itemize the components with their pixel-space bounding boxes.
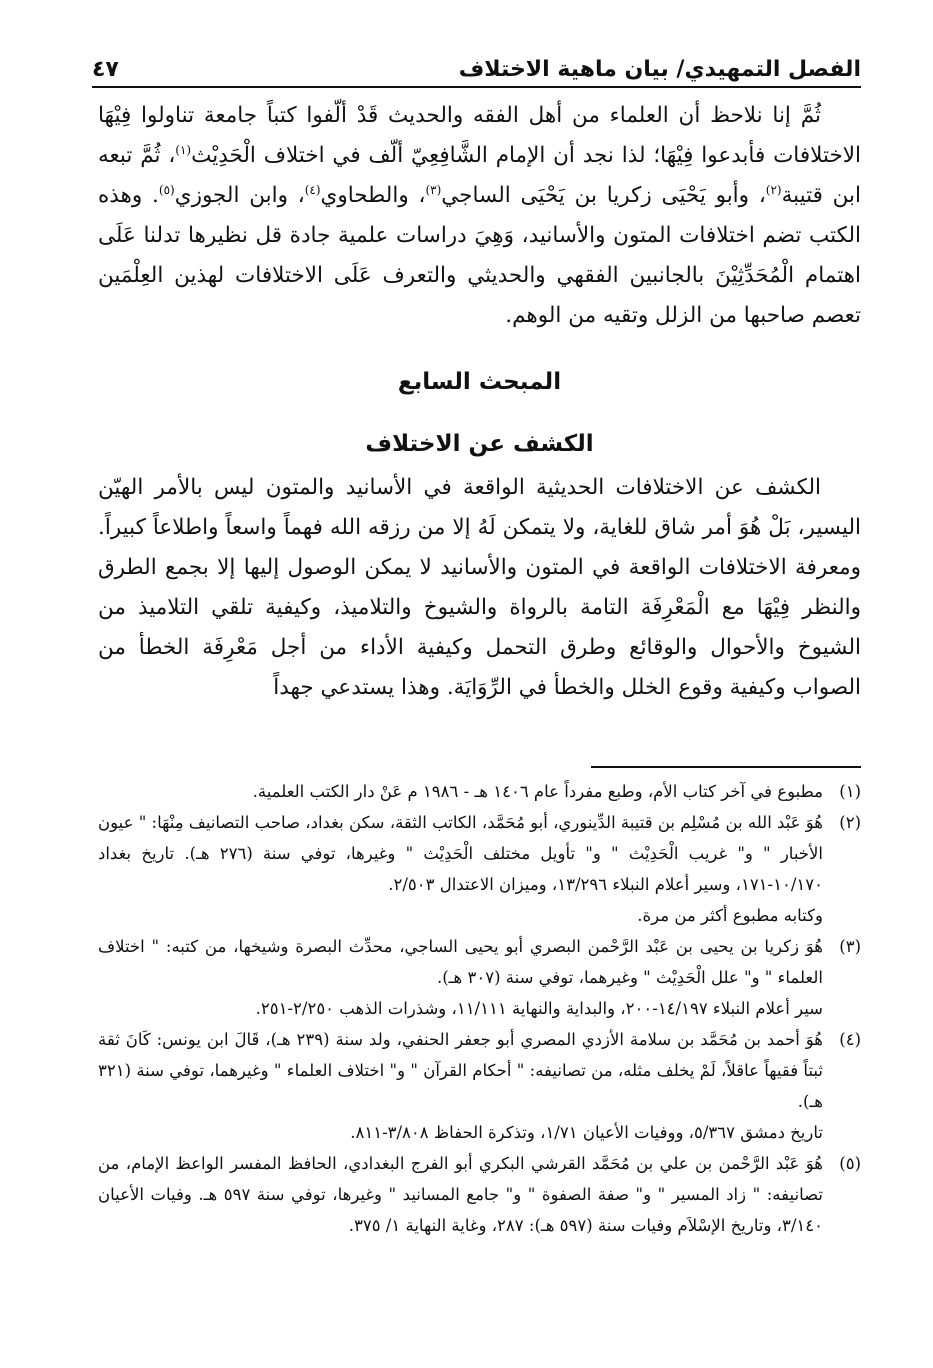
- footnote-ref-1[interactable]: (١): [175, 142, 192, 157]
- footnote-5: [98, 1148, 861, 1241]
- footnote-number: (٥): [839, 1154, 861, 1173]
- footnote-number: (٢): [839, 813, 861, 832]
- footnote-extra: وكتابه مطبوع أكثر من مرة.: [637, 906, 823, 925]
- main-text: [98, 96, 861, 708]
- section-heading: المبحث السابع: [397, 369, 562, 395]
- footnote-4: [98, 1024, 861, 1148]
- footnote-ref-2[interactable]: (٢): [765, 182, 782, 197]
- footnote-text: هُوَ عَبْد الرَّحْمن بن علي بن مُحَمَّد القرشي البكري أبو الفرج البغدادي، الحافظ المفسر الواعظ الإمام، من تصانيفه: " زاد المسير " و" صفة الصفوة " و" جامع المسانيد " وغيرها، توفي سنة ٥٩٧ هـ. وفيات الأعيان ٣/١٤٠، وتاريخ الإسْلاَم وفيات سنة (٥٩٧ هـ): ٢٨٧، وغاية النهاية ١/ ٣٧٥.: [98, 1154, 823, 1235]
- page-number: ٤٧: [92, 57, 119, 82]
- footnote-number: (١): [839, 782, 861, 801]
- footnote-ref-4[interactable]: (٤): [304, 182, 321, 197]
- footnote-text: مطبوع في آخر كتاب الأم، وطبع مفرداً عام ١٤٠٦ هـ - ١٩٨٦ م عَنْ دار الكتب العلمية.: [252, 782, 823, 801]
- footnote-number: (٤): [839, 1030, 861, 1049]
- footnote-2: [98, 807, 861, 931]
- paragraph-detection: الكشف عن الاختلافات الحديثية الواقعة في الأسانيد والمتون ليس بالأمر الهيّن اليسير، بَلْ هُوَ أمر شاق للغاية، ولا يتمكن لَهُ إلا من رزقه الله فهماً واسعاً واطلاعاً كبيراً. ومعرفة الاختلافات الواقعة في المتون والأسانيد لا يمكن الوصول إليها إلا بجمع الطرق والنظر فِيْهَا مع الْمَعْرِفَة التامة بالرواة والشيوخ والتلاميذ، وكيفية تلقي التلاميذ من الشيوخ والأحوال والوقائع وطرق التحمل وكيفية الأداء من أجل مَعْرِفَة الخطأ من الصواب وكيفية وقوع الخلل والخطأ في الرِّوَايَة. وهذا يستدعي جهداً: [98, 475, 861, 700]
- footnote-text: هُوَ عَبْد الله بن مُسْلِم بن قتيبة الدِّينوري، أبو مُحَمَّد، الكاتب الثقة، سكن بغداد، صاحب التصانيف مِنْهَا: " عيون الأخبار " و" غريب الْحَدِيْث " و" تأويل مختلف الْحَدِيْث " وغيرها، توفي سنة (٢٧٦ هـ). تاريخ بغداد ١٠/١٧٠-١٧١، وسير أعلام النبلاء ١٣/٢٩٦، وميزان الاعتدال ٢/٥٠٣.: [97, 813, 823, 894]
- section-subheading: الكشف عن الاختلاف: [365, 431, 594, 457]
- running-header: [92, 52, 861, 88]
- footnote-extra: تاريخ دمشق ٥/٣٦٧، ووفيات الأعيان ١/٧١، وتذكرة الحفاظ ٣/٨٠٨-٨١١.: [350, 1123, 823, 1142]
- footnote-1: [98, 776, 861, 807]
- footnote-ref-5[interactable]: (٥): [158, 182, 175, 197]
- paragraph-intro: ثُمَّ إنا نلاحظ أن العلماء من أهل الفقه والحديث قَدْ ألّفوا كتباً جامعة تناولوا فِيْهَا الاختلافات فأبدعوا فِيْهَا؛ لذا نجد أن الإمام الشَّافِعِيّ ألّف في اختلاف الْحَدِيْث$^{(١)}$، ثُمَّ تبعه ابن قتيبة$^{(٢)}$، وأبو يَحْيَى زكريا بن يَحْيَى الساجي$^{(٣)}$، والطحاوي$^{(٤)}$، وابن الجوزي$^{(٥)}$. وهذه الكتب تضم اختلافات المتون والأسانيد، وَهِيَ دراسات علمية جادة قل نظيرها تدلنا عَلَى اهتمام الْمُحَدِّثِيْنَ بالجانبين الفقهي والحديثي والتعرف عَلَى الاختلافات لهذين العِلْمَين تعصم صاحبها من الزلل وتقيه من الوهم.: [98, 103, 861, 328]
- footnote-separator: [591, 766, 861, 768]
- footnote-text: هُوَ أحمد بن مُحَمَّد بن سلامة الأزدي المصري أبو جعفر الحنفي، ولد سنة (٢٣٩ هـ)، قَالَ ابن يونس: كَانَ ثقة ثبتاً فقيهاً عاقلاً، لَمْ يخلف مثله، من تصانيفه: " أحكام القرآن " و" اختلاف العلماء " وغيرهما، توفي سنة (٣٢١ هـ).: [98, 1030, 824, 1111]
- footnote-number: (٣): [839, 937, 861, 956]
- footnote-text: هُوَ زكريا بن يحيى بن عَبْد الرَّحْمن البصري أبو يحيى الساجي، محدِّث البصرة وشيخها، من كتبه: " اختلاف العلماء " و" علل الْحَدِيْث " وغيرهما، توفي سنة (٣٠٧ هـ).: [98, 937, 823, 987]
- header-title: الفصل التمهيدي/ بيان ماهية الاختلاف: [458, 57, 861, 82]
- footnote-extra: سير أعلام النبلاء ١٤/١٩٧-٢٠٠، والبداية والنهاية ١١/١١١، وشذرات الذهب ٢/٢٥٠-٢٥١.: [255, 999, 823, 1018]
- footnote-ref-3[interactable]: (٣): [425, 182, 442, 197]
- footnote-3: [98, 931, 861, 1024]
- footnotes: [98, 776, 861, 1241]
